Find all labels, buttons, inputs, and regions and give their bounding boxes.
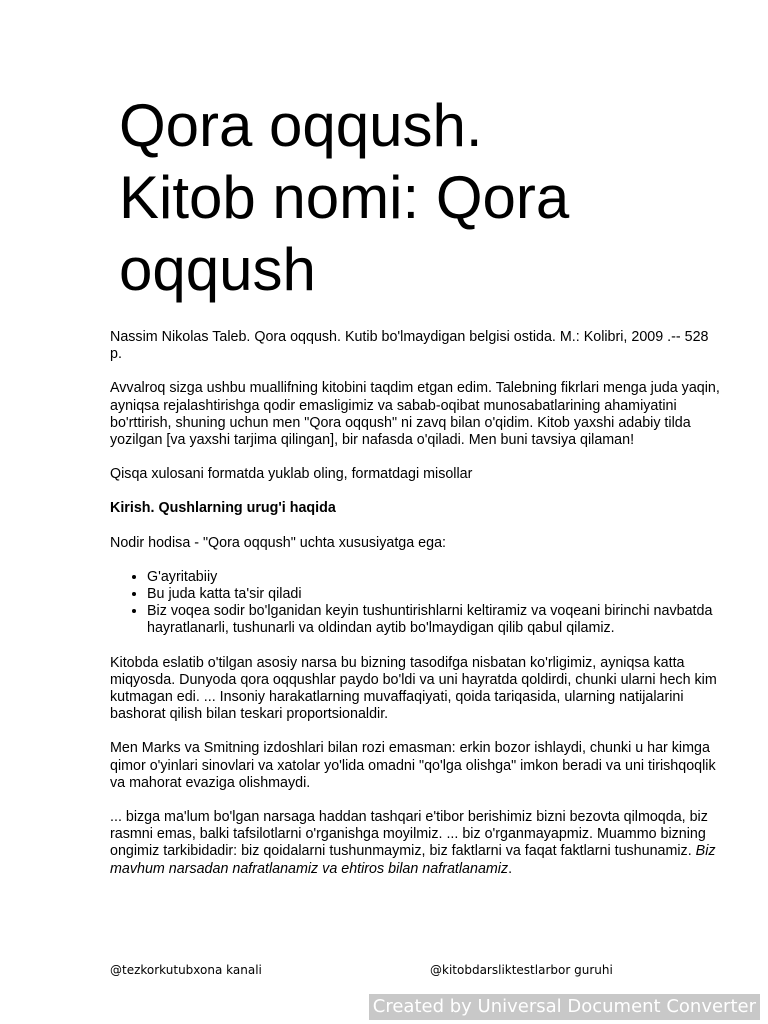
- body-paragraph-2: Men Marks va Smitning izdoshlari bilan rozi emasman: erkin bozor ishlaydi, chunki u har kimga qimor o'yinlari sinovlari va xatolar yo'lida omadni "qo'lga olishga" imkon beradi va uni tirishqoqlik va mahorat evaziga olishmaydi.: [110, 740, 716, 791]
- paragraph-3-end: .: [508, 860, 513, 877]
- paragraph-3-text: ... bizga ma'lum bo'lgan narsaga haddan tashqari e'tibor berishimiz bizni bezovta qilmoqda, biz rasmni emas, balki tafsilotlarni o'rganishga moyilmiz. ... biz o'rganmayapmiz. Muammo bizning ongimiz tarkibidadir: biz qoidalarni tushunmaymiz, biz faktlarni va faqat faktlarni tushunamiz.: [110, 809, 708, 860]
- list-item: • G'ayritabiiy: [147, 569, 722, 586]
- properties-list: [110, 569, 722, 638]
- list-item: • Biz voqea sodir bo'lganidan keyin tushuntirishlarni keltiramiz va voqeani birinchi navbatda hayratlanarli, tushunarli va oldindan aytib bo'lmaydigan qilib qabul qilamiz.: [147, 603, 722, 637]
- document-body: [110, 329, 722, 895]
- title-line-2: Kitob nomi: Qora: [119, 164, 570, 231]
- title-line-3: oqqush: [119, 236, 316, 303]
- converter-watermark: Created by Universal Document Converter: [369, 994, 760, 1020]
- section-heading: Kirish. Qushlarning urug'i haqida: [110, 500, 336, 517]
- intro-paragraph: Avvalroq sizga ushbu muallifning kitobini taqdim etgan edim. Talebning fikrlari menga juda yaqin, ayniqsa rejalashtirishga qodir emasligimiz va sabab-oqibat munosabatlarining ahamiyatini bo'rttirish, shuning uchun men "Qora oqqush" ni zavq bilan o'qidim. Kitob yaxshi adabiy tilda yozilgan [va yaxshi tarjima qilingan], bir nafasda o'qiladi. Men buni tavsiya qilaman!: [110, 380, 720, 449]
- body-paragraph-1: Kitobda eslatib o'tilgan asosiy narsa bu bizning tasodifga nisbatan ko'rligimiz, ayniqsa katta miqyosda. Dunyoda qora oqqushlar paydo bo'ldi va uni hayratda qoldirdi, chunki ularni hech kim kutmagan edi. ... Insoniy harakatlarning muvaffaqiyati, qoida tariqasida, ularning natijalarini bashorat qilish bilan teskari proportsionaldir.: [110, 654, 717, 723]
- body-paragraph-3: [110, 809, 722, 878]
- lead-paragraph: Nodir hodisa - "Qora oqqush" uchta xususiyatga ega:: [110, 534, 446, 551]
- footer-channel: @tezkorkutubxona kanali: [110, 963, 262, 977]
- download-note: Qisqa xulosani formatda yuklab oling, formatdagi misollar: [110, 466, 473, 483]
- citation: Nassim Nikolas Taleb. Qora oqqush. Kutib bo'lmaydigan belgisi ostida. M.: Kolibri, 2009 .-- 528 p.: [110, 329, 709, 363]
- list-item: • Bu juda katta ta'sir qiladi: [147, 586, 722, 603]
- document-title: [119, 90, 719, 306]
- paragraph-3-italic: Biz mavhum narsadan nafratlanamiz va ehtiros bilan nafratlanamiz: [110, 843, 716, 877]
- footer-group: @kitobdarsliktestlarbor guruhi: [430, 963, 613, 977]
- title-line-1: Qora oqqush.: [119, 92, 483, 159]
